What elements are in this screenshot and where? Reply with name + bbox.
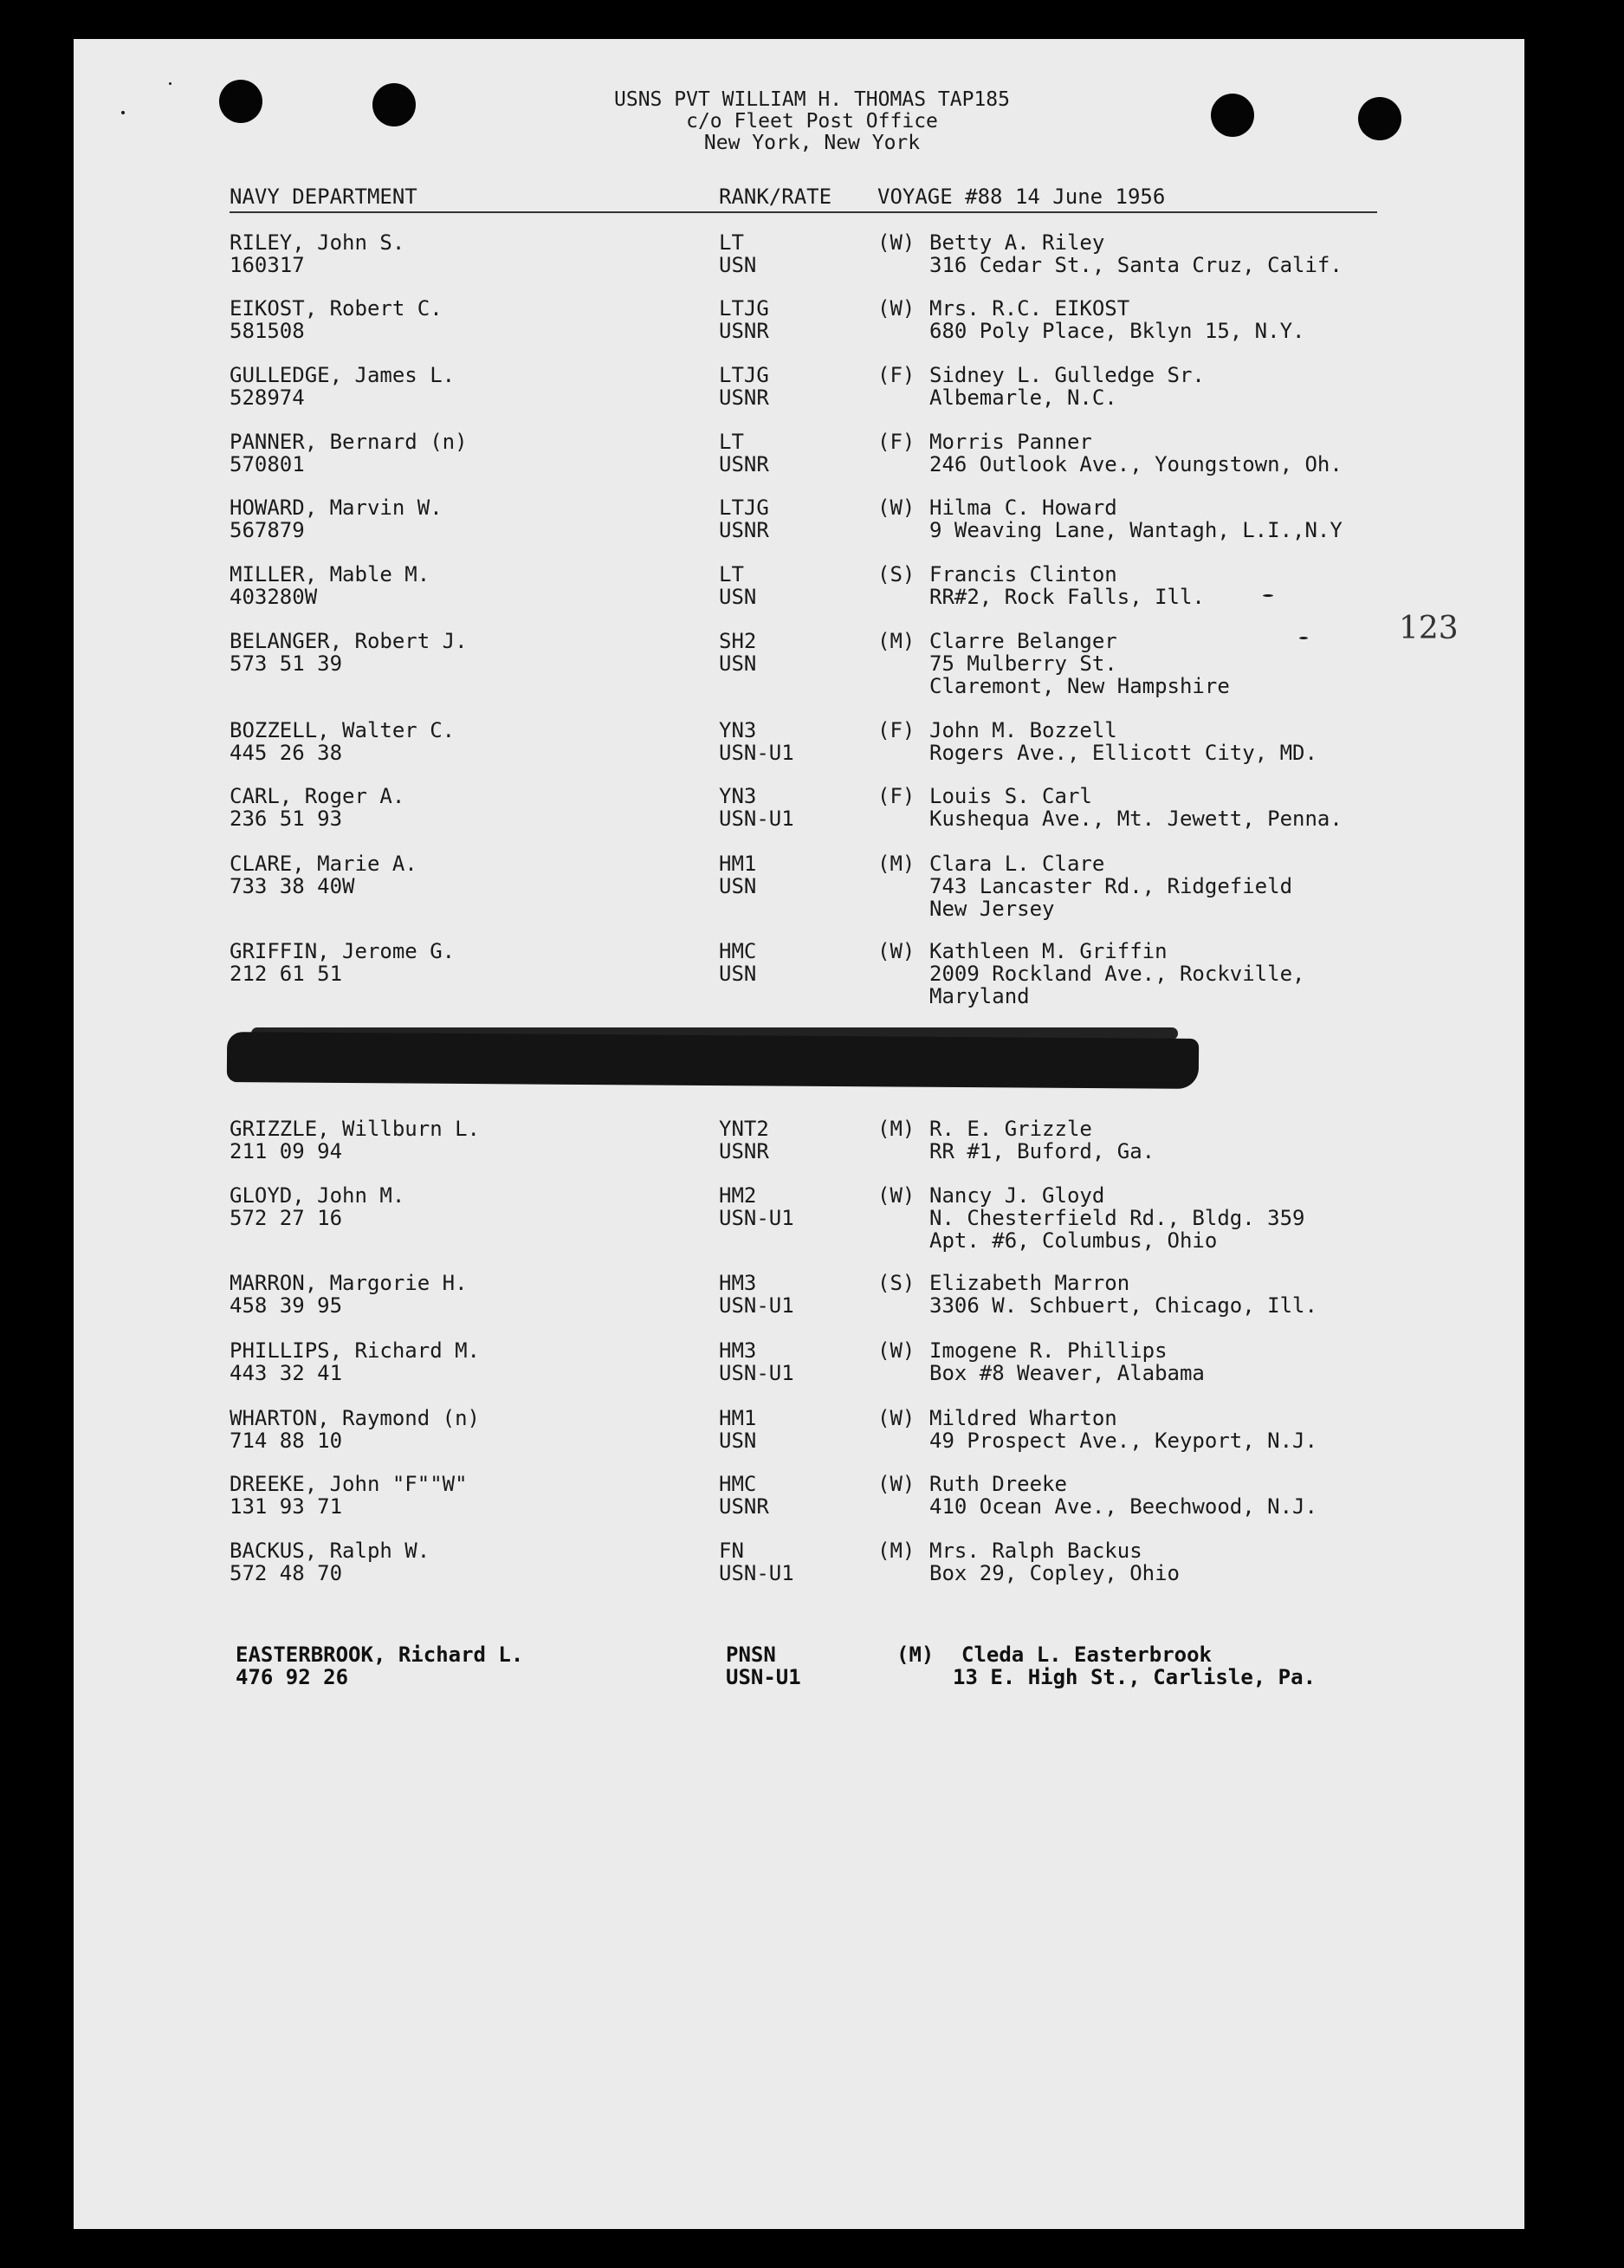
ship-name: USNS PVT WILLIAM H. THOMAS TAP185 (614, 88, 1010, 111)
entry-number: 570801 (230, 452, 305, 476)
entry-relation: (S) (877, 562, 916, 586)
entry-number: 445 26 38 (230, 741, 343, 765)
entry-number: 733 38 40W (230, 874, 355, 898)
entry-name: HOWARD, Marvin W. (230, 496, 443, 520)
entry-name: GULLEDGE, James L. (230, 363, 456, 387)
entry-contact: Kathleen M. Griffin (929, 939, 1168, 963)
entry-relation: (M) (877, 852, 916, 876)
entry-branch: USN (719, 585, 757, 609)
rank-heading: RANK/RATE (719, 185, 832, 209)
entry-rank: YNT2 (719, 1117, 769, 1141)
entry-number: 567879 (230, 518, 305, 542)
entry-relation: (W) (877, 939, 916, 963)
entry-rank: PNSN (726, 1643, 776, 1667)
entry-name: MARRON, Margorie H. (230, 1271, 468, 1295)
entry-branch: USNR (719, 452, 769, 476)
entry-branch: USNR (719, 518, 769, 542)
entry-number: 403280W (230, 585, 318, 609)
entry-address: 3306 W. Schbuert, Chicago, Ill. (929, 1293, 1317, 1318)
entry-address-2: Maryland (929, 984, 1030, 1008)
entry-address: 75 Mulberry St. (929, 651, 1117, 676)
entry-relation: (W) (877, 296, 916, 321)
entry-contact: Ruth Dreeke (929, 1472, 1067, 1496)
entry-name: CARL, Roger A. (230, 784, 405, 808)
entry-number: 528974 (230, 386, 305, 410)
entry-name: BACKUS, Ralph W. (230, 1539, 430, 1563)
scan-speck (169, 82, 171, 85)
entry-relation: (M) (896, 1643, 935, 1667)
entry-name: GRIZZLE, Willburn L. (230, 1117, 480, 1141)
entry-relation: (M) (877, 629, 916, 653)
entry-rank: SH2 (719, 629, 757, 653)
entry-branch: USNR (719, 319, 769, 343)
entry-name: MILLER, Mable M. (230, 562, 430, 586)
entry-relation: (W) (877, 1472, 916, 1496)
entry-name: BOZZELL, Walter C. (230, 718, 456, 742)
scan-speck (1299, 637, 1308, 639)
entry-name: GLOYD, John M. (230, 1183, 405, 1208)
entry-branch: USN (719, 962, 757, 986)
entry-rank: HM2 (719, 1183, 757, 1208)
entry-contact: Hilma C. Howard (929, 496, 1117, 520)
entry-address: RR#2, Rock Falls, Ill. (929, 585, 1205, 609)
department-heading: NAVY DEPARTMENT (230, 185, 417, 209)
entry-contact: Sidney L. Gulledge Sr. (929, 363, 1205, 387)
entry-number: 236 51 93 (230, 807, 343, 831)
entry-contact: Cleda L. Easterbrook (961, 1643, 1212, 1667)
entry-branch: USN-U1 (719, 1361, 794, 1385)
post-office: c/o Fleet Post Office (686, 110, 938, 133)
entry-branch: USN-U1 (719, 1206, 794, 1230)
entry-branch: USNR (719, 1494, 769, 1519)
entry-rank: HMC (719, 939, 757, 963)
entry-name: EIKOST, Robert C. (230, 296, 443, 321)
entry-relation: (F) (877, 784, 916, 808)
entry-branch: USN-U1 (719, 807, 794, 831)
entry-branch: USN (719, 874, 757, 898)
entry-address: Albemarle, N.C. (929, 386, 1117, 410)
entry-address: 2009 Rockland Ave., Rockville, (929, 962, 1305, 986)
entry-address: 49 Prospect Ave., Keyport, N.J. (929, 1429, 1317, 1453)
entry-contact: Mildred Wharton (929, 1406, 1117, 1430)
city-state: New York, New York (703, 132, 921, 154)
entry-address: 410 Ocean Ave., Beechwood, N.J. (929, 1494, 1317, 1519)
entry-number: 443 32 41 (230, 1361, 343, 1385)
entry-branch: USN-U1 (719, 1561, 794, 1585)
entry-relation: (F) (877, 363, 916, 387)
entry-branch: USN (719, 651, 757, 676)
entry-address: 9 Weaving Lane, Wantagh, L.I.,N.Y (929, 518, 1343, 542)
entry-contact: Imogene R. Phillips (929, 1338, 1168, 1363)
entry-contact: R. E. Grizzle (929, 1117, 1092, 1141)
entry-name: GRIFFIN, Jerome G. (230, 939, 456, 963)
entry-branch: USNR (719, 1139, 769, 1163)
entry-contact: Morris Panner (929, 430, 1092, 454)
entry-number: 714 88 10 (230, 1429, 343, 1453)
entry-number: 572 27 16 (230, 1206, 343, 1230)
entry-name: EASTERBROOK, Richard L. (236, 1643, 524, 1667)
entry-address: 316 Cedar St., Santa Cruz, Calif. (929, 253, 1343, 277)
entry-address: 246 Outlook Ave., Youngstown, Oh. (929, 452, 1343, 476)
entry-address: 743 Lancaster Rd., Ridgefield (929, 874, 1293, 898)
entry-rank: HM3 (719, 1271, 757, 1295)
entry-relation: (F) (877, 718, 916, 742)
entry-address: RR #1, Buford, Ga. (929, 1139, 1155, 1163)
entry-name: CLARE, Marie A. (230, 852, 417, 876)
entry-contact: Louis S. Carl (929, 784, 1092, 808)
entry-rank: LTJG (719, 363, 769, 387)
entry-relation: (F) (877, 430, 916, 454)
entry-contact: Clarre Belanger (929, 629, 1117, 653)
redaction-mark (227, 1032, 1199, 1089)
entry-contact: Francis Clinton (929, 562, 1117, 586)
entry-branch: USNR (719, 386, 769, 410)
entry-number: 581508 (230, 319, 305, 343)
entry-relation: (W) (877, 1406, 916, 1430)
entry-address: Box #8 Weaver, Alabama (929, 1361, 1205, 1385)
entry-name: DREEKE, John "F""W" (230, 1472, 468, 1496)
entry-rank: LTJG (719, 296, 769, 321)
entry-contact: Clara L. Clare (929, 852, 1105, 876)
entry-contact: John M. Bozzell (929, 718, 1117, 742)
entry-relation: (W) (877, 230, 916, 255)
entry-contact: Betty A. Riley (929, 230, 1105, 255)
entry-relation: (M) (877, 1117, 916, 1141)
entry-address: Box 29, Copley, Ohio (929, 1561, 1180, 1585)
entry-address: Rogers Ave., Ellicott City, MD. (929, 741, 1317, 765)
entry-relation: (W) (877, 1183, 916, 1208)
header-rule (230, 211, 1377, 213)
entry-address-2: Claremont, New Hampshire (929, 674, 1230, 698)
entry-contact: Elizabeth Marron (929, 1271, 1130, 1295)
entry-number: 211 09 94 (230, 1139, 343, 1163)
entry-rank: HM3 (719, 1338, 757, 1363)
entry-name: BELANGER, Robert J. (230, 629, 468, 653)
entry-name: PANNER, Bernard (n) (230, 430, 468, 454)
entry-rank: LTJG (719, 496, 769, 520)
entry-contact: Mrs. R.C. EIKOST (929, 296, 1130, 321)
entry-number: 131 93 71 (230, 1494, 343, 1519)
entry-address: N. Chesterfield Rd., Bldg. 359 (929, 1206, 1305, 1230)
entry-number: 458 39 95 (230, 1293, 343, 1318)
entry-branch: USN (719, 1429, 757, 1453)
entry-rank: HMC (719, 1472, 757, 1496)
personnel-entry (0, 1643, 1624, 1721)
entry-rank: YN3 (719, 784, 757, 808)
personnel-entry (0, 852, 1624, 930)
entry-rank: LT (719, 430, 744, 454)
entry-address: 680 Poly Place, Bklyn 15, N.Y. (929, 319, 1305, 343)
entry-branch: USN-U1 (719, 1293, 794, 1318)
entry-number: 212 61 51 (230, 962, 343, 986)
entry-rank: YN3 (719, 718, 757, 742)
entry-number: 160317 (230, 253, 305, 277)
scan-speck (1263, 594, 1273, 597)
entry-relation: (S) (877, 1271, 916, 1295)
personnel-entry (0, 940, 1624, 1018)
voyage-heading: VOYAGE #88 14 June 1956 (877, 185, 1166, 209)
personnel-entry (0, 630, 1624, 708)
entry-address: 13 E. High St., Carlisle, Pa. (953, 1665, 1317, 1689)
personnel-entry (0, 1539, 1624, 1617)
entry-relation: (W) (877, 1338, 916, 1363)
entry-rank: LT (719, 230, 744, 255)
entry-name: PHILLIPS, Richard M. (230, 1338, 480, 1363)
entry-branch: USN-U1 (719, 741, 794, 765)
personnel-entry (0, 1184, 1624, 1262)
entry-branch: USN (719, 253, 757, 277)
entry-address: Kushequa Ave., Mt. Jewett, Penna. (929, 807, 1343, 831)
entry-relation: (W) (877, 496, 916, 520)
entry-number: 572 48 70 (230, 1561, 343, 1585)
entry-rank: HM1 (719, 1406, 757, 1430)
page-number: 123 (1399, 611, 1459, 646)
entry-rank: LT (719, 562, 744, 586)
scan-speck (121, 111, 125, 114)
entry-number: 476 92 26 (236, 1665, 349, 1689)
entry-branch: USN-U1 (726, 1665, 801, 1689)
entry-relation: (M) (877, 1539, 916, 1563)
entry-name: WHARTON, Raymond (n) (230, 1406, 480, 1430)
entry-rank: HM1 (719, 852, 757, 876)
entry-contact: Mrs. Ralph Backus (929, 1539, 1142, 1563)
entry-number: 573 51 39 (230, 651, 343, 676)
entry-address-2: New Jersey (929, 897, 1055, 921)
entry-rank: FN (719, 1539, 744, 1563)
entry-address-2: Apt. #6, Columbus, Ohio (929, 1228, 1218, 1253)
entry-name: RILEY, John S. (230, 230, 405, 255)
entry-contact: Nancy J. Gloyd (929, 1183, 1105, 1208)
